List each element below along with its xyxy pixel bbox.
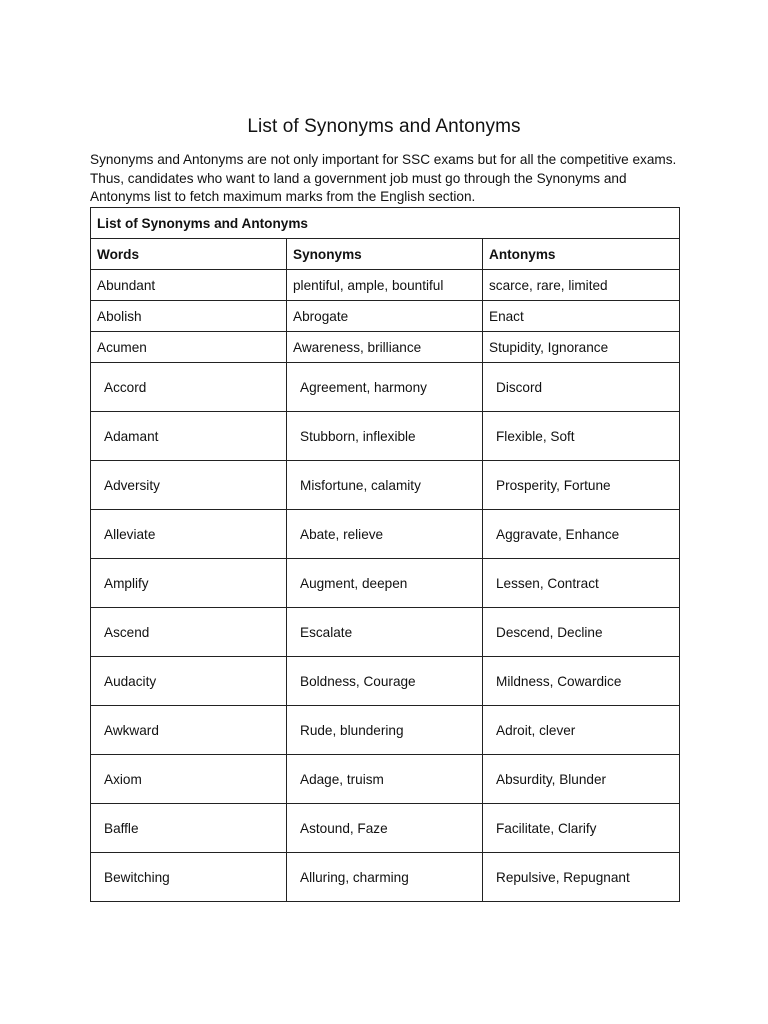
word-cell: Abundant (91, 270, 287, 301)
antonym-cell: Aggravate, Enhance (483, 510, 680, 559)
table-caption: List of Synonyms and Antonyms (91, 208, 680, 239)
table-row (91, 412, 680, 461)
word-cell: Alleviate (91, 510, 287, 559)
table-row (91, 608, 680, 657)
page-title: List of Synonyms and Antonyms (247, 116, 521, 137)
header-synonyms: Synonyms (287, 239, 483, 270)
table-row (91, 363, 680, 412)
antonym-cell: Facilitate, Clarify (483, 804, 680, 853)
word-cell: Adversity (91, 461, 287, 510)
word-cell: Ascend (91, 608, 287, 657)
synonym-cell: Boldness, Courage (287, 657, 483, 706)
table-row (91, 755, 680, 804)
table-row (91, 559, 680, 608)
antonym-cell: Prosperity, Fortune (483, 461, 680, 510)
word-cell: Amplify (91, 559, 287, 608)
table-row (91, 332, 680, 363)
antonym-cell: Enact (483, 301, 680, 332)
synonym-cell: Augment, deepen (287, 559, 483, 608)
word-cell: Acumen (91, 332, 287, 363)
header-words: Words (91, 239, 287, 270)
synonym-cell: plentiful, ample, bountiful (287, 270, 483, 301)
word-cell: Baffle (91, 804, 287, 853)
antonym-cell: Descend, Decline (483, 608, 680, 657)
synonym-cell: Abrogate (287, 301, 483, 332)
table-row (91, 853, 680, 902)
table-row (91, 270, 680, 301)
header-antonyms: Antonyms (483, 239, 680, 270)
table-row (91, 804, 680, 853)
synonyms-antonyms-table (90, 207, 680, 902)
antonym-cell: Stupidity, Ignorance (483, 332, 680, 363)
antonym-cell: Repulsive, Repugnant (483, 853, 680, 902)
synonym-cell: Escalate (287, 608, 483, 657)
antonym-cell: scarce, rare, limited (483, 270, 680, 301)
word-cell: Abolish (91, 301, 287, 332)
antonym-cell: Discord (483, 363, 680, 412)
table-header-row (91, 239, 680, 270)
table-row (91, 510, 680, 559)
table-row (91, 706, 680, 755)
synonym-cell: Misfortune, calamity (287, 461, 483, 510)
synonym-cell: Abate, relieve (287, 510, 483, 559)
table-row (91, 301, 680, 332)
word-cell: Audacity (91, 657, 287, 706)
intro-paragraph: Synonyms and Antonyms are not only important for SSC exams but for all the competitive exams. Thus, candidates who want to land a government job must go through the Synonyms and Antonyms list to fetch maximum marks from the English section. (90, 152, 677, 204)
table-caption-row (91, 208, 680, 239)
word-cell: Adamant (91, 412, 287, 461)
word-cell: Accord (91, 363, 287, 412)
synonym-cell: Stubborn, inflexible (287, 412, 483, 461)
synonym-cell: Alluring, charming (287, 853, 483, 902)
synonym-cell: Astound, Faze (287, 804, 483, 853)
word-cell: Awkward (91, 706, 287, 755)
synonym-cell: Awareness, brilliance (287, 332, 483, 363)
antonym-cell: Flexible, Soft (483, 412, 680, 461)
table-row (91, 461, 680, 510)
antonym-cell: Adroit, clever (483, 706, 680, 755)
table-row (91, 657, 680, 706)
word-cell: Axiom (91, 755, 287, 804)
synonym-cell: Adage, truism (287, 755, 483, 804)
synonym-cell: Agreement, harmony (287, 363, 483, 412)
antonym-cell: Absurdity, Blunder (483, 755, 680, 804)
word-cell: Bewitching (91, 853, 287, 902)
antonym-cell: Mildness, Cowardice (483, 657, 680, 706)
antonym-cell: Lessen, Contract (483, 559, 680, 608)
synonym-cell: Rude, blundering (287, 706, 483, 755)
